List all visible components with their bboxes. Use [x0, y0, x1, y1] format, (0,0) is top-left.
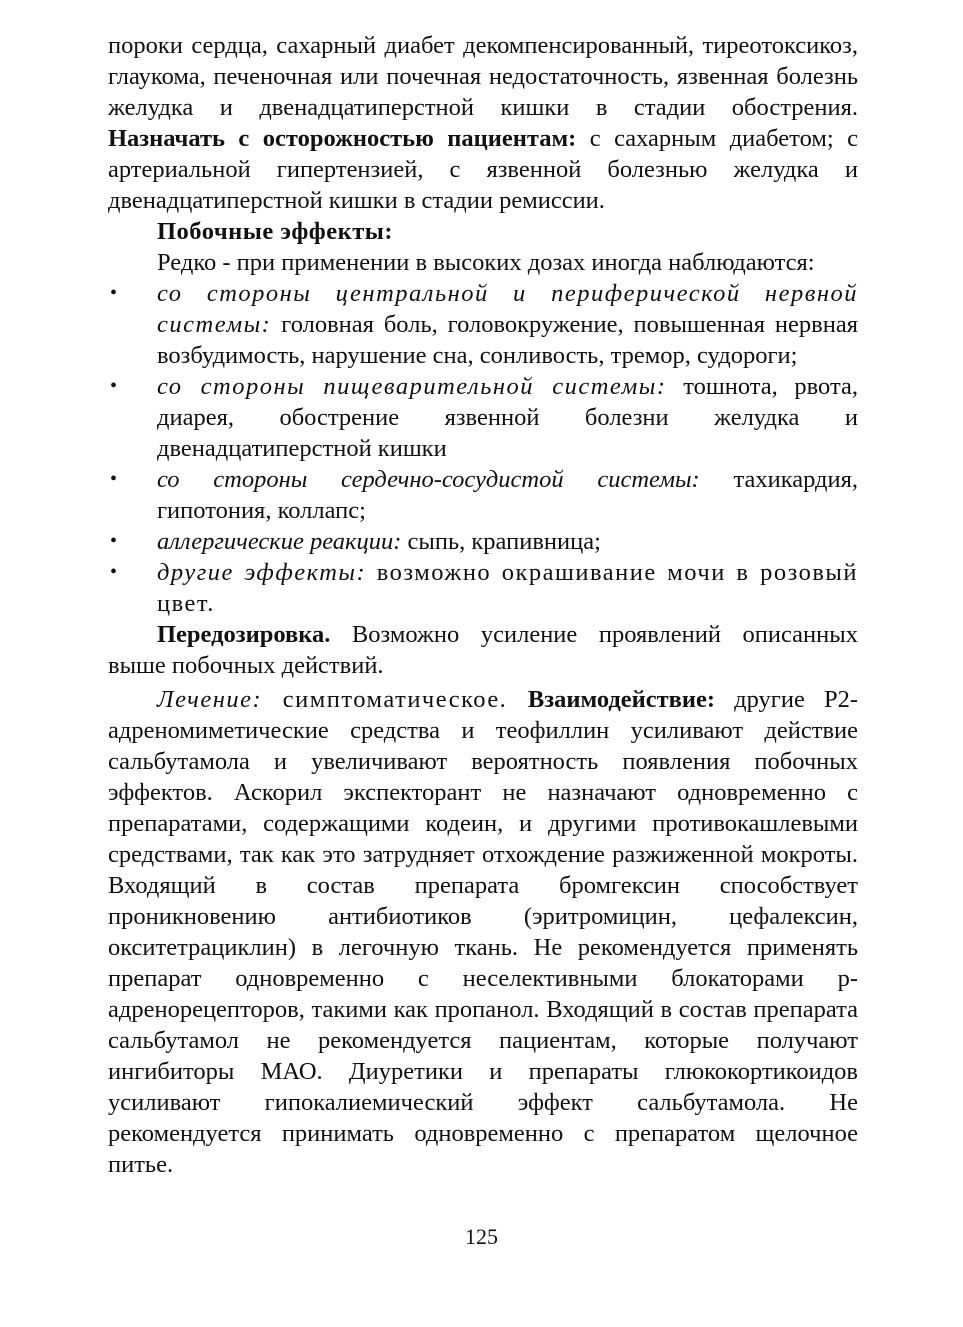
- interaction-label: Взаимодействие:: [527, 686, 716, 713]
- bullet-icon: •: [110, 282, 118, 304]
- overdose-label: Передозировка.: [157, 621, 331, 648]
- list-item: [108, 464, 858, 526]
- list-item-text: сыпь, крапивница;: [401, 528, 601, 555]
- list-item: [108, 557, 858, 619]
- caution-label: Назначать с осторожностью пациентам:: [108, 125, 577, 152]
- list-item: [108, 526, 858, 557]
- list-item-label: со стороны пищеварительной системы:: [157, 373, 667, 400]
- list-item-text: тахикардия, гипотония, коллапс;: [157, 466, 858, 524]
- bullet-icon: •: [110, 375, 118, 397]
- contraindications-text: пороки сердца, сахарный диабет декомпенсированный, тиреотоксикоз, глаукома, печеночная или почечная недостаточность, язвенная болезнь желудка и двенадцатиперстной кишки в стадии обострения.: [108, 32, 858, 121]
- overdose-text: Возможно усиление проявлений описанных выше побочных действий.: [108, 621, 858, 679]
- treatment-text: симптоматическое.: [262, 686, 528, 713]
- list-item-label: со стороны сердечно-сосудистой системы:: [157, 466, 700, 493]
- list-item-label: другие эффекты:: [157, 559, 367, 586]
- contraindications-paragraph: [108, 30, 858, 216]
- interaction-text: другие Р2-адреномиметические средства и теофиллин усиливают действие сальбутамола и увеличивают вероятность появления побочных эффектов. Аскорил экспекторант не назначают одновременно с препаратами, содержащими кодеин, и другими противокашлевыми средствами, так как это затрудняет отхождение разжиженной мокроты. Входящий в состав препарата бромгексин способствует проникновению антибиотиков (эритромицин, цефалексин, окситетрациклин) в легочную ткань. Не рекомендуется применять препарат одновременно с неселективными блокаторами р-адренорецепторов, такими как пропанол. Входящий в состав препарата сальбутамол не рекомендуется пациентам, которые получают ингибиторы МАО. Диуретики и препараты глюкокортикоидов усиливают гипокалиемический эффект сальбутамола. Не рекомендуется принимать одновременно с препаратом щелочное питье.: [108, 686, 858, 1178]
- page-number: 125: [465, 1224, 498, 1249]
- treatment-label: Лечение:: [157, 686, 263, 713]
- page-body: [108, 30, 858, 1180]
- side-effects-intro: Редко - при применении в высоких дозах иногда наблюдаются:: [157, 249, 815, 276]
- list-item-label: со стороны центральной и периферической нервной системы:: [157, 280, 858, 338]
- overdose-paragraph: [108, 619, 858, 681]
- list-item-text: головная боль, головокружение, повышенная нервная возбудимость, нарушение сна, сонливость, тремор, судороги;: [157, 311, 858, 369]
- bullet-icon: •: [110, 468, 118, 490]
- side-effects-list: [108, 278, 858, 619]
- bullet-icon: •: [110, 561, 118, 583]
- list-item: [108, 278, 858, 371]
- list-item-label: аллергические реакции:: [157, 528, 402, 555]
- side-effects-heading: Побочные эффекты:: [157, 218, 394, 245]
- bullet-icon: •: [110, 530, 118, 552]
- caution-text: с сахарным диабетом; с артериальной гипертензией, с язвенной болезнью желудка и двенадцатиперстной кишки в стадии ремиссии.: [108, 125, 858, 214]
- list-item-text: тошнота, рвота, диарея, обострение язвенной болезни желудка и двенадцатиперстной кишки: [157, 373, 858, 462]
- treatment-paragraph: [108, 684, 858, 1180]
- list-item: [108, 371, 858, 464]
- list-item-text: возможно окрашивание мочи в розовый цвет.: [157, 559, 858, 617]
